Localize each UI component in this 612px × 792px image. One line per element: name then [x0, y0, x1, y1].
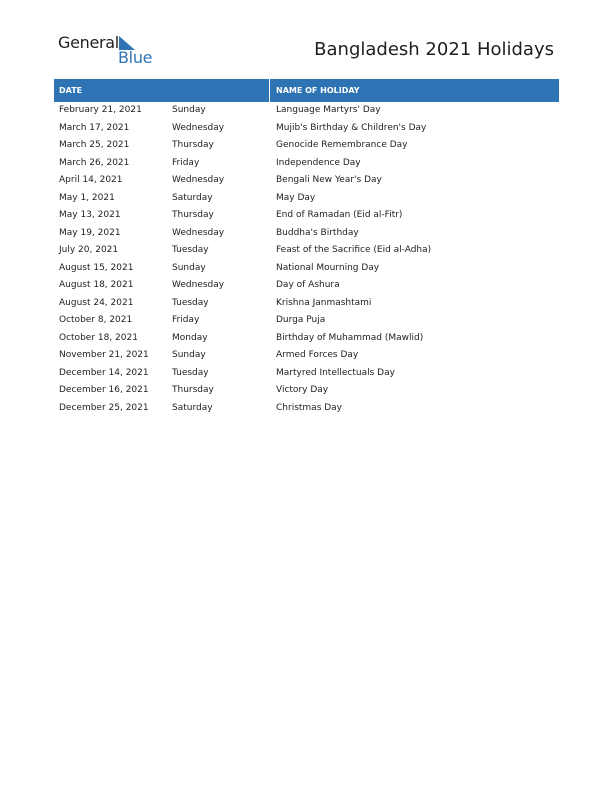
holiday-name-cell: May Day — [276, 192, 316, 203]
date-cell: July 20, 2021 — [59, 245, 119, 255]
table-row — [54, 347, 559, 365]
date-cell: August 15, 2021 — [59, 262, 134, 273]
table-row — [54, 382, 559, 400]
header-date: DATE — [59, 86, 83, 95]
table-row — [54, 190, 559, 208]
date-cell: April 14, 2021 — [59, 175, 123, 185]
table-row — [54, 260, 559, 278]
weekday-cell: Saturday — [172, 192, 213, 203]
table-row — [54, 120, 559, 138]
table-row — [54, 207, 559, 225]
date-cell: February 21, 2021 — [59, 105, 142, 115]
weekday-cell: Tuesday — [172, 245, 209, 255]
weekday-cell: Friday — [172, 157, 200, 168]
table-row — [54, 155, 559, 173]
table-row — [54, 102, 559, 120]
table-row — [54, 295, 559, 313]
holiday-name-cell: Feast of the Sacrifice (Eid al-Adha) — [276, 245, 432, 255]
header-divider — [269, 79, 270, 102]
table-row — [54, 225, 559, 243]
date-cell: March 17, 2021 — [59, 122, 130, 133]
date-cell: November 21, 2021 — [59, 350, 149, 360]
weekday-cell: Sunday — [172, 262, 206, 273]
table-row — [54, 312, 559, 330]
date-cell: May 13, 2021 — [59, 210, 121, 220]
date-cell: May 19, 2021 — [59, 227, 121, 238]
holiday-name-cell: Buddha's Birthday — [276, 227, 359, 238]
holiday-name-cell: Christmas Day — [276, 402, 343, 413]
table-row — [54, 400, 559, 418]
holiday-name-cell: Day of Ashura — [276, 280, 340, 290]
holiday-name-cell: Armed Forces Day — [276, 350, 359, 360]
date-cell: December 16, 2021 — [59, 385, 149, 395]
holiday-name-cell: End of Ramadan (Eid al-Fitr) — [276, 210, 403, 220]
brand-logo — [58, 33, 153, 68]
weekday-cell: Thursday — [172, 210, 214, 220]
page-title: Bangladesh 2021 Holidays — [314, 39, 554, 60]
table-row — [54, 277, 559, 295]
table-row — [54, 242, 559, 260]
weekday-cell: Thursday — [172, 140, 214, 150]
date-cell: August 24, 2021 — [59, 297, 134, 308]
header-holiday-name: NAME OF HOLIDAY — [276, 86, 360, 95]
date-cell: March 25, 2021 — [59, 140, 130, 150]
date-cell: August 18, 2021 — [59, 280, 134, 290]
weekday-cell: Tuesday — [172, 367, 209, 378]
weekday-cell: Monday — [172, 332, 208, 343]
holiday-name-cell: Victory Day — [276, 385, 329, 395]
date-cell: March 26, 2021 — [59, 157, 130, 168]
holiday-name-cell: Durga Puja — [276, 315, 326, 325]
weekday-cell: Wednesday — [172, 122, 225, 133]
weekday-cell: Sunday — [172, 350, 206, 360]
holiday-name-cell: Mujib's Birthday & Children's Day — [276, 122, 427, 133]
date-cell: December 14, 2021 — [59, 367, 149, 378]
weekday-cell: Wednesday — [172, 227, 225, 238]
holiday-name-cell: Bengali New Year's Day — [276, 175, 382, 185]
holiday-name-cell: Independence Day — [276, 157, 361, 168]
date-cell: October 8, 2021 — [59, 315, 133, 325]
weekday-cell: Sunday — [172, 105, 206, 115]
weekday-cell: Saturday — [172, 402, 213, 413]
holiday-name-cell: Language Martyrs' Day — [276, 105, 381, 115]
holiday-table-body — [54, 102, 559, 417]
weekday-cell: Friday — [172, 315, 200, 325]
date-cell: December 25, 2021 — [59, 402, 149, 413]
table-header — [54, 79, 559, 102]
brand-word-blue: Blue — [118, 48, 153, 67]
holiday-name-cell: Birthday of Muhammad (Mawlid) — [276, 332, 424, 343]
table-row — [54, 330, 559, 348]
holiday-name-cell: National Mourning Day — [276, 262, 380, 273]
weekday-cell: Tuesday — [172, 297, 209, 308]
table-row — [54, 365, 559, 383]
date-cell: October 18, 2021 — [59, 332, 138, 343]
weekday-cell: Wednesday — [172, 280, 225, 290]
holiday-name-cell: Genocide Remembrance Day — [276, 140, 408, 150]
holiday-name-cell: Martyred Intellectuals Day — [276, 367, 395, 378]
table-row — [54, 172, 559, 190]
weekday-cell: Thursday — [172, 385, 214, 395]
brand-word-general: General — [58, 33, 119, 52]
holiday-name-cell: Krishna Janmashtami — [276, 297, 372, 308]
date-cell: May 1, 2021 — [59, 192, 115, 203]
table-row — [54, 137, 559, 155]
weekday-cell: Wednesday — [172, 175, 225, 185]
